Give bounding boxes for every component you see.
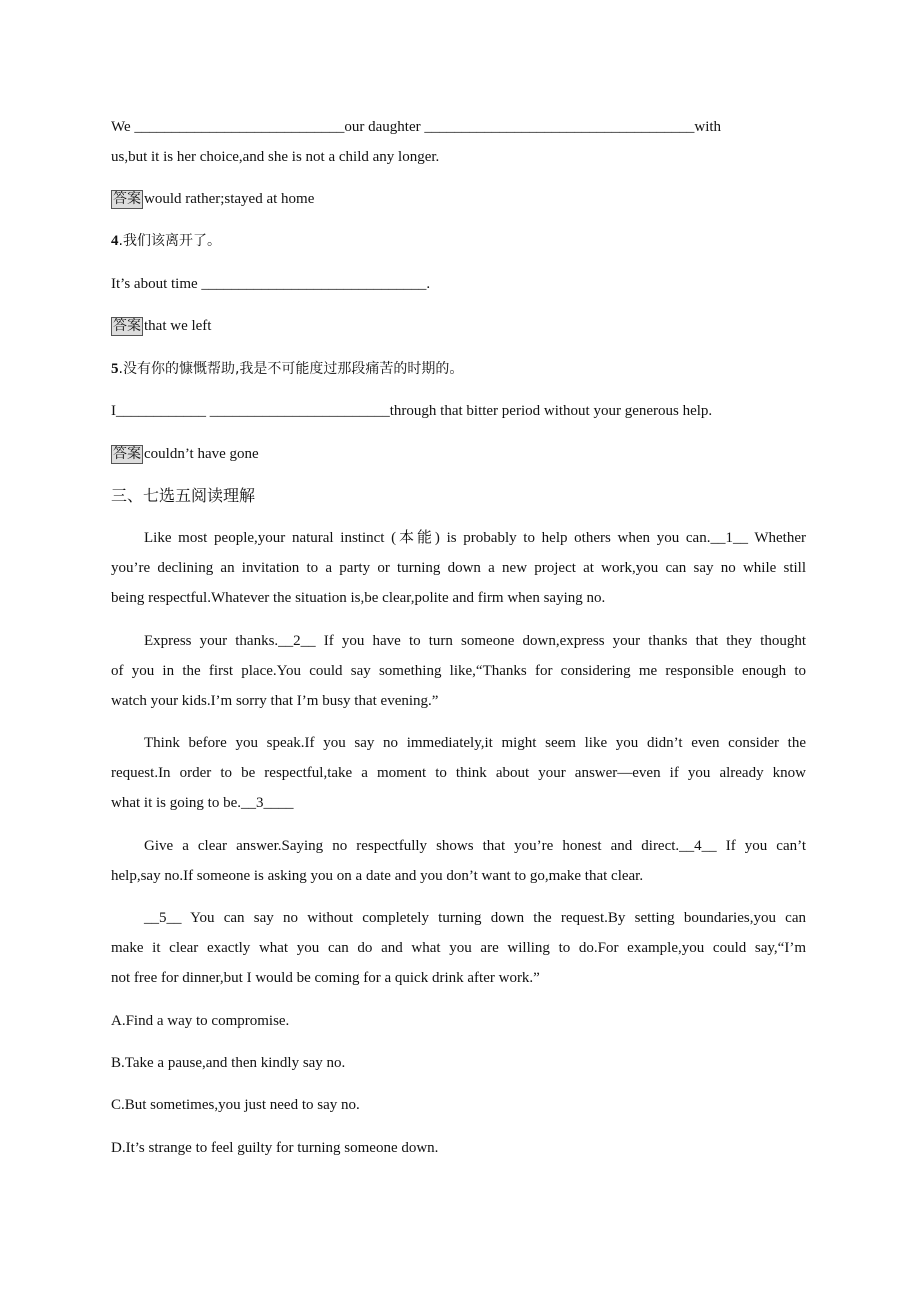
answer-badge: 答案 xyxy=(113,446,141,462)
answer-badge: 答案 xyxy=(113,318,141,334)
passage-line: request.In order to be respectful,take a moment to think about your answer—even if you already know xyxy=(111,765,806,781)
question-number: 4 xyxy=(111,233,119,249)
option-d: D.It’s strange to feel guilty for turning someone down. xyxy=(111,1140,439,1156)
q4-prompt xyxy=(111,231,221,251)
text: our daughter xyxy=(344,119,425,135)
q4-sentence: It’s about time ______________________________. xyxy=(111,276,431,292)
q5-answer xyxy=(111,444,259,464)
passage-line: __5__ You can say no without completely turning down the request.By setting boundaries,you can xyxy=(144,910,806,926)
option-c: C.But sometimes,you just need to say no. xyxy=(111,1097,360,1113)
question-number: 5 xyxy=(111,361,119,377)
answer-text: would rather;stayed at home xyxy=(144,191,315,207)
passage-line: help,say no.If someone is asking you on a date and you don’t want to go,make that clear. xyxy=(111,868,644,884)
passage-line: Like most people,your natural instinct (本能) is probably to help others when you can.__1__ Whether xyxy=(144,530,806,546)
q4-answer xyxy=(111,316,211,336)
passage-line: being respectful.Whatever the situation is,be clear,polite and firm when saying no. xyxy=(111,590,606,606)
option-a: A.Find a way to compromise. xyxy=(111,1013,290,1029)
q5-prompt xyxy=(111,359,463,379)
option-b: B.Take a pause,and then kindly say no. xyxy=(111,1055,346,1071)
answer-text: couldn’t have gone xyxy=(144,446,259,462)
passage-line: what it is going to be.__3____ xyxy=(111,795,294,811)
text: with xyxy=(694,119,722,135)
section-title: 三、七选五阅读理解 xyxy=(111,486,256,505)
question-prompt: .我们该离开了。 xyxy=(118,233,221,249)
passage-line: not free for dinner,but I would be coming for a quick drink after work.” xyxy=(111,970,540,986)
q5-sentence: I____________ ________________________through that bitter period without your generous help. xyxy=(111,403,713,419)
question-prompt: .没有你的慷慨帮助,我是不可能度过那段痛苦的时期的。 xyxy=(118,361,464,377)
passage-line: Think before you speak.If you say no immediately,it might seem like you didn’t even consider the xyxy=(144,735,806,751)
blank: ____________________________ xyxy=(134,119,345,135)
blank: ____________________________________ xyxy=(424,119,695,135)
passage-line: Express your thanks.__2__ If you have to turn someone down,express your thanks that they thought xyxy=(144,633,806,649)
passage-line: Give a clear answer.Saying no respectfully shows that you’re honest and direct.__4__ If you can’t xyxy=(144,838,806,854)
q3-sentence-line2: us,but it is her choice,and she is not a child any longer. xyxy=(111,149,440,165)
q3-answer xyxy=(111,189,314,209)
answer-text: that we left xyxy=(144,318,212,334)
passage-line: watch your kids.I’m sorry that I’m busy that evening.” xyxy=(111,693,439,709)
text: We xyxy=(111,119,135,135)
passage-line: of you in the first place.You could say something like,“Thanks for considering me responsible enough to xyxy=(111,663,806,679)
q3-sentence-line1 xyxy=(111,117,721,137)
answer-badge: 答案 xyxy=(113,191,141,207)
passage-line: you’re declining an invitation to a party or turning down a new project at work,you can say no while still xyxy=(111,560,806,576)
passage-line: make it clear exactly what you can do and what you are willing to do.For example,you could say,“I’m xyxy=(111,940,806,956)
